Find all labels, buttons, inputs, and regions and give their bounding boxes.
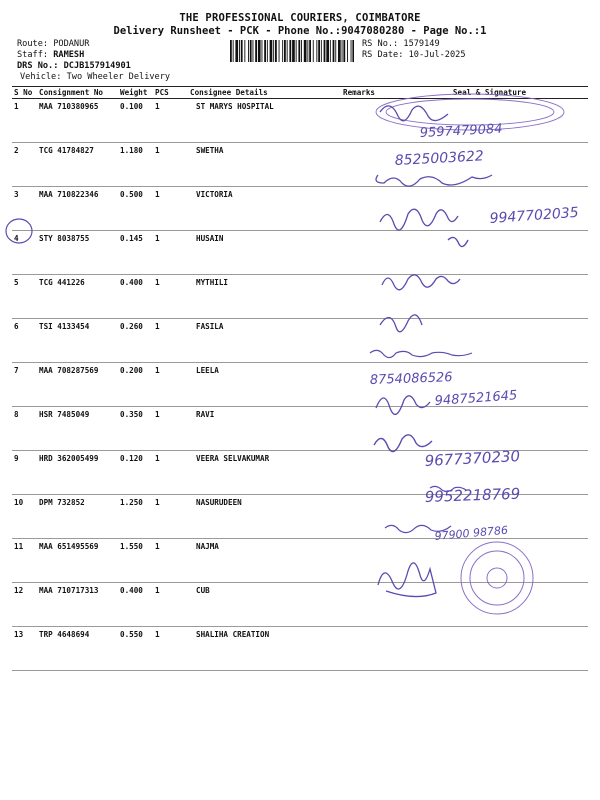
barcode-bar [255,40,257,62]
barcode-bar [248,40,249,62]
barcode-bar [333,40,335,62]
rs-date-line [362,50,466,60]
cell-sno: 12 [12,583,37,627]
cell-pcs: 1 [153,583,188,627]
cell-weight: 0.120 [118,451,153,495]
cell-seal-signature [391,275,588,319]
route-label: Route: [17,39,49,49]
barcode-bar [330,40,331,62]
table-row [12,187,588,231]
rs-no-value: 1579149 [403,39,440,49]
drs-line [17,61,131,71]
barcode-bar [324,40,326,62]
staff-line [17,50,84,60]
barcode-bar [342,40,343,62]
barcode-bar [301,40,302,62]
cell-sno: 7 [12,363,37,407]
rs-date-label: RS Date: [362,50,404,60]
cell-pcs: 1 [153,539,188,583]
phone-row-1: 9597479084 [419,121,503,141]
cell-sno: 9 [12,451,37,495]
rs-no-line [362,39,440,49]
table-row [12,143,588,187]
cell-seal-signature [391,143,588,187]
cell-seal-signature [391,319,588,363]
cell-remarks [341,407,391,451]
route-line [17,39,89,49]
barcode-bar [298,40,300,62]
barcode-bar [258,40,261,62]
cell-pcs: 1 [153,187,188,231]
barcode-bar [250,40,252,62]
cell-remarks [341,231,391,275]
cell-remarks [341,143,391,187]
staff-value: RAMESH [53,50,85,60]
barcode-bar [313,40,314,62]
cell-seal-signature [391,583,588,627]
barcode-bar [233,40,234,62]
cell-weight: 0.100 [118,99,153,143]
route-value: PODANUR [53,39,90,49]
vehicle-value: Two Wheeler Delivery [66,72,171,82]
col-sno: S No [12,86,37,99]
cell-sno: 5 [12,275,37,319]
barcode-bar [230,40,232,62]
cell-remarks [341,539,391,583]
barcode-bar [239,40,240,62]
cell-consignee: VEERA SELVAKUMAR [188,451,341,495]
cell-consignee: NASURUDEEN [188,495,341,539]
cell-remarks [341,495,391,539]
cell-pcs: 1 [153,407,188,451]
barcode-bar [275,40,277,62]
cell-sno: 6 [12,319,37,363]
table-header-row [12,86,588,99]
cell-consignee: CUB [188,583,341,627]
table-row [12,99,588,143]
cell-consignee: SHALIHA CREATION [188,627,341,671]
cell-consignment-no: MAA 710380965 [37,99,118,143]
barcode-bar [321,40,322,62]
cell-consignee: ST MARYS HOSPITAL [188,99,341,143]
barcode-bar [262,40,263,62]
rs-no-label: RS No.: [362,39,399,49]
phone-row-7: 8754086526 [369,370,453,388]
cell-weight: 1.250 [118,495,153,539]
cell-pcs: 1 [153,363,188,407]
cell-consignment-no: MAA 710717313 [37,583,118,627]
cell-weight: 0.200 [118,363,153,407]
cell-seal-signature [391,495,588,539]
table-row [12,319,588,363]
cell-weight: 0.350 [118,407,153,451]
cell-remarks [341,451,391,495]
cell-sno: 10 [12,495,37,539]
table-row [12,407,588,451]
phone-row-8: 9487521645 [434,388,518,409]
cell-sno: 4 [12,231,37,275]
cell-consignment-no: TCG 41784827 [37,143,118,187]
rs-date-value: 10-Jul-2025 [408,50,466,60]
cell-seal-signature [391,187,588,231]
cell-weight: 0.500 [118,187,153,231]
staff-label: Staff: [17,50,49,60]
barcode-bar [318,40,320,62]
phone-row-9: 9677370230 [424,447,521,470]
cell-pcs: 1 [153,275,188,319]
cell-sno: 13 [12,627,37,671]
drs-label: DRS No.: [17,61,59,71]
cell-pcs: 1 [153,495,188,539]
cell-weight: 1.550 [118,539,153,583]
barcode-bar [316,40,317,62]
cell-pcs: 1 [153,627,188,671]
cell-consignment-no: STY 8038755 [37,231,118,275]
barcode-bar [270,40,273,62]
cell-consignment-no: MAA 708287569 [37,363,118,407]
table-row [12,275,588,319]
phone-row-11: 97900 98786 [434,523,509,543]
cell-weight: 0.550 [118,627,153,671]
cell-consignment-no: MAA 710822346 [37,187,118,231]
cell-consignment-no: DPM 732852 [37,495,118,539]
barcode-bar [304,40,307,62]
barcode-bar [289,40,291,62]
cell-pcs: 1 [153,99,188,143]
barcode-bar [307,40,308,62]
cell-weight: 1.180 [118,143,153,187]
cell-consignment-no: MAA 651495569 [37,539,118,583]
cell-remarks [341,275,391,319]
barcode-bar [347,40,348,62]
col-pcs: PCS [153,86,188,99]
barcode-bar [343,40,345,62]
cell-sno: 3 [12,187,37,231]
cell-weight: 0.145 [118,231,153,275]
cell-pcs: 1 [153,231,188,275]
table-row [12,495,588,539]
table-row [12,539,588,583]
runsheet-table [12,86,588,671]
col-seal-signature: Seal & Signature [391,86,588,99]
barcode-bar [335,40,336,62]
cell-remarks [341,187,391,231]
barcode-bar [241,40,243,62]
col-consignment-no: Consignment No [37,86,118,99]
cell-consignment-no: HSR 7485049 [37,407,118,451]
cell-consignment-no: TCG 441226 [37,275,118,319]
barcode-bar [235,40,238,62]
cell-pcs: 1 [153,319,188,363]
barcode-bar [264,40,266,62]
cell-weight: 0.400 [118,275,153,319]
cell-sno: 8 [12,407,37,451]
phone-row-2: 8525003622 [394,148,485,169]
cell-remarks [341,583,391,627]
barcode-bar [338,40,341,62]
cell-consignee: MYTHILI [188,275,341,319]
cell-consignee: SWETHA [188,143,341,187]
cell-remarks [341,627,391,671]
drs-value: DCJB157914901 [63,61,131,71]
phone-row-3: 9947702035 [489,204,580,227]
cell-consignee: HUSAIN [188,231,341,275]
cell-remarks [341,99,391,143]
cell-pcs: 1 [153,143,188,187]
cell-weight: 0.400 [118,583,153,627]
cell-seal-signature [391,627,588,671]
table-row [12,231,588,275]
barcode-bar [279,40,280,62]
vehicle-label: Vehicle: [20,72,62,82]
cell-seal-signature [391,231,588,275]
cell-sno: 2 [12,143,37,187]
barcode-bar [292,40,295,62]
vehicle-line [20,72,170,82]
company-name: THE PROFESSIONAL COURIERS, COIMBATORE [179,12,421,24]
barcode-bar [282,40,283,62]
barcode-bar [296,40,297,62]
cell-seal-signature [391,363,588,407]
cell-remarks [341,363,391,407]
table-row [12,627,588,671]
phone-row-10: 9952218769 [424,484,521,506]
cell-seal-signature [391,539,588,583]
cell-consignee: NAJMA [188,539,341,583]
barcode-bar [253,40,254,62]
barcode-bar [326,40,329,62]
barcode-bar [287,40,288,62]
col-weight: Weight [118,86,153,99]
cell-consignee: FASILA [188,319,341,363]
barcode-bar [273,40,274,62]
barcode-bar [244,40,245,62]
cell-seal-signature [391,99,588,143]
cell-consignment-no: TSI 4133454 [37,319,118,363]
barcode-bar [267,40,268,62]
table-row [12,451,588,495]
barcode-image [230,40,354,62]
cell-consignment-no: HRD 362005499 [37,451,118,495]
cell-pcs: 1 [153,451,188,495]
col-consignee-details: Consignee Details [188,86,341,99]
cell-consignee: RAVI [188,407,341,451]
col-remarks: Remarks [341,86,391,99]
barcode-bar [352,40,354,62]
barcode-bar [284,40,286,62]
runsheet-title: Delivery Runsheet - PCK - Phone No.:9047080280 - Page No.:1 [113,25,487,37]
cell-weight: 0.260 [118,319,153,363]
cell-sno: 1 [12,99,37,143]
cell-seal-signature [391,407,588,451]
cell-consignee: LEELA [188,363,341,407]
barcode-bar [309,40,311,62]
cell-remarks [341,319,391,363]
cell-consignment-no: TRP 4648694 [37,627,118,671]
cell-sno: 11 [12,539,37,583]
cell-consignee: VICTORIA [188,187,341,231]
cell-seal-signature [391,451,588,495]
barcode-bar [351,40,352,62]
table-row [12,363,588,407]
table-row [12,583,588,627]
